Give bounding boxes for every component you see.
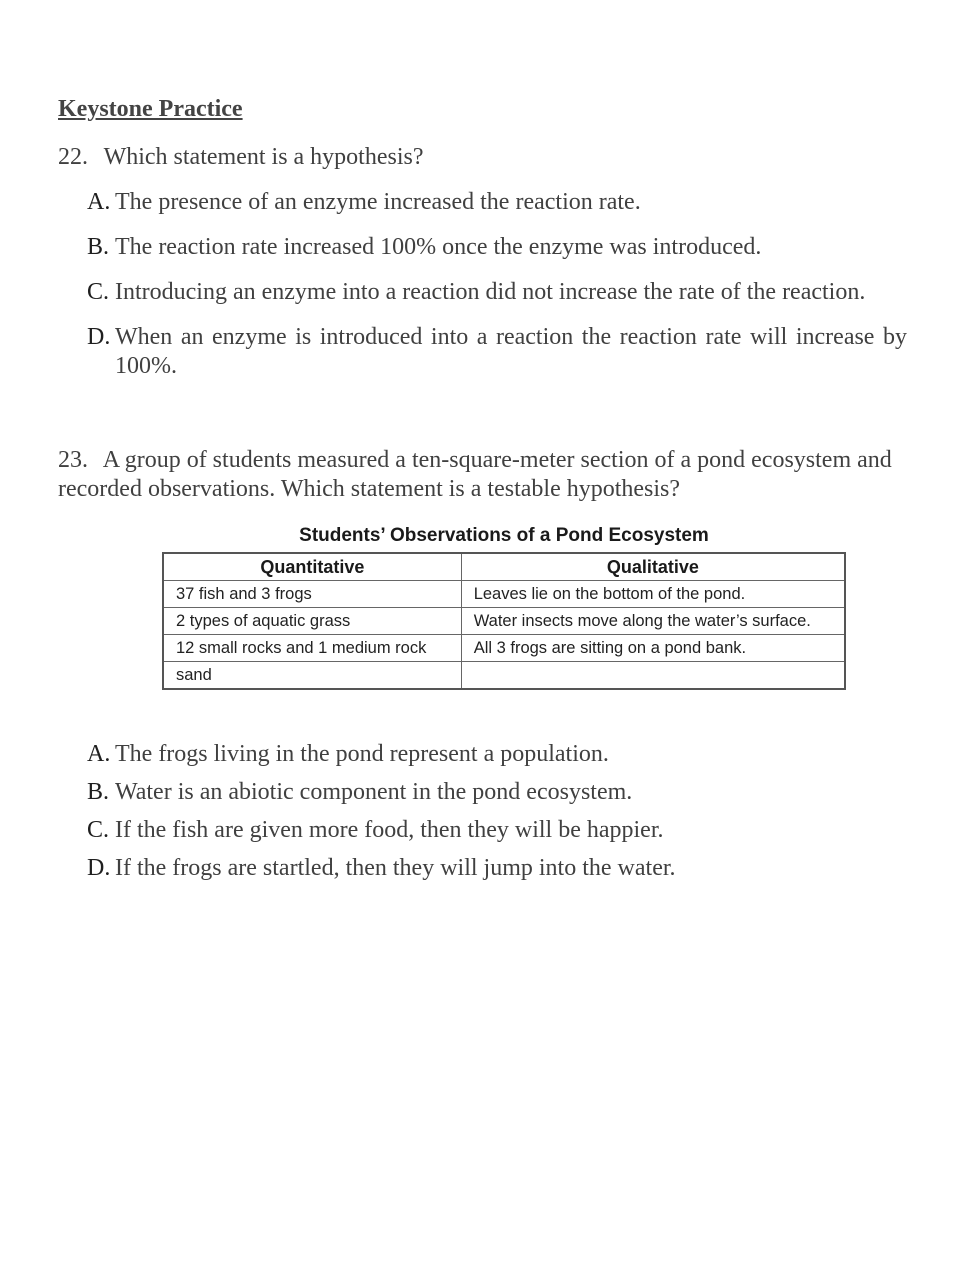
choice-b[interactable] [87,778,907,807]
choice-c[interactable] [87,278,907,307]
table-title: Students’ Observations of a Pond Ecosystem [299,525,709,546]
choice-text: If the frogs are startled, then they will jump into the water. [115,855,676,881]
question-prompt: A group of students measured a ten-square-meter section of a pond ecosystem and recorded observations. Which statement is a testable hypothesis? [58,447,892,502]
choice-letter: D. [87,855,111,881]
choice-text: The frogs living in the pond represent a population. [115,741,609,767]
choice-c[interactable] [87,816,907,845]
observations-table-figure [162,522,846,690]
table-header-row [163,553,845,581]
choice-text: Water is an abiotic component in the pond ecosystem. [115,779,633,805]
section-heading: Keystone Practice [58,96,243,122]
table-row [163,608,845,635]
table-cell [461,662,845,690]
table-cell: sand [163,662,461,690]
question-number: 22. [58,144,88,170]
choice-letter: C. [87,279,110,305]
choice-a[interactable] [87,188,907,217]
choice-letter: C. [87,817,110,843]
choice-letter: B. [87,779,110,805]
choice-letter: A. [87,741,111,767]
choice-d[interactable] [87,323,907,381]
table-cell: Leaves lie on the bottom of the pond. [461,581,845,608]
choice-letter: D. [87,324,111,350]
table-cell: 37 fish and 3 frogs [163,581,461,608]
question-23 [58,446,918,504]
table-cell: All 3 frogs are sitting on a pond bank. [461,635,845,662]
choice-letter: B. [87,234,110,260]
question-number: 23. [58,447,88,473]
observations-table [162,552,846,690]
table-cell: 2 types of aquatic grass [163,608,461,635]
choice-text: The presence of an enzyme increased the reaction rate. [115,189,641,215]
choice-text: If the fish are given more food, then they will be happier. [115,817,664,843]
table-cell: Water insects move along the water’s surface. [461,608,845,635]
choice-text: The reaction rate increased 100% once the enzyme was introduced. [115,234,762,260]
choice-letter: A. [87,189,111,215]
choice-text: Introducing an enzyme into a reaction did not increase the rate of the reaction. [115,279,866,305]
table-row [163,662,845,690]
choice-a[interactable] [87,740,907,769]
question-prompt: Which statement is a hypothesis? [103,144,424,170]
question-22-choices [87,188,907,397]
choice-b[interactable] [87,233,907,262]
table-cell: 12 small rocks and 1 medium rock [163,635,461,662]
table-row [163,581,845,608]
question-23-choices [87,740,907,892]
question-22 [58,143,918,172]
column-header-qualitative: Qualitative [461,553,845,581]
table-row [163,635,845,662]
choice-d[interactable] [87,854,907,883]
column-header-quantitative: Quantitative [163,553,461,581]
choice-text: When an enzyme is introduced into a reaction the reaction rate will increase by 100%. [115,324,907,379]
